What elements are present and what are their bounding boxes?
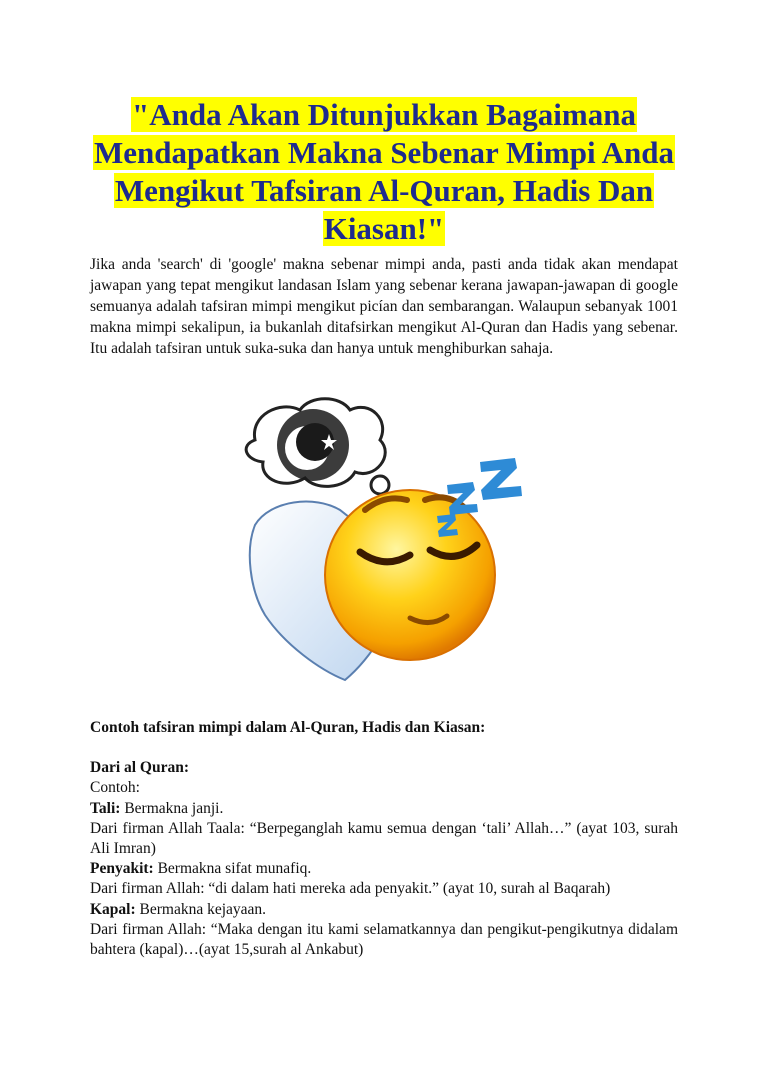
thought-cloud (246, 399, 389, 510)
entry-term-line (90, 900, 678, 920)
entry-term: Tali: (90, 799, 121, 817)
entry-meaning: Bermakna janji. (120, 799, 224, 817)
spacer (90, 738, 678, 758)
sleeping-emoji-illustration (225, 390, 535, 700)
examples-section (90, 718, 678, 960)
page-title (86, 96, 682, 248)
entry-term: Penyakit: (90, 860, 154, 878)
example-label: Contoh: (90, 779, 140, 797)
entry-source: Dari firman Allah Taala: “Berpeganglah kamu semua dengan ‘tali’ Allah…” (ayat 103, surah Ali Imran) (90, 819, 678, 858)
title-highlight: "Anda Akan Ditunjukkan Bagaimana Mendapatkan Makna Sebenar Mimpi Anda Mengikut Tafsiran Al-Quran, Hadis Dan Kiasan!" (94, 97, 674, 246)
examples-heading: Contoh tafsiran mimpi dalam Al-Quran, Hadis dan Kiasan: (90, 719, 486, 736)
intro-paragraph: Jika anda 'search' di 'google' makna sebenar mimpi anda, pasti anda tidak akan mendapat jawapan yang tepat mengikut landasan Islam yang sebenar kerana jawapan-jawapan di google semuanya adalah tafsiran mimpi mengikut picían dan sembarangan. Walaupun sebanyak 1001 makna mimpi sekalipun, ia bukanlah ditafsirkan mengikut Al-Quran dan Hadis yang sebenar. Itu adalah tafsiran untuk suka-suka dan hanya untuk menghiburkan sahaja. (90, 256, 678, 357)
entry-term-line (90, 859, 678, 879)
entry-source: Dari firman Allah: “Maka dengan itu kami selamatkannya dan pengikut-pengikutnya didalam bahtera (kapal)…(ayat 15,surah al Ankabut) (90, 920, 678, 959)
entry-meaning: Bermakna kejayaan. (135, 900, 267, 918)
sleeping-face (325, 490, 495, 660)
entry-source: Dari firman Allah: “di dalam hati mereka ada penyakit.” (ayat 10, surah al Baqarah) (90, 880, 611, 898)
crescent-star-icon (277, 409, 349, 481)
section-heading: Dari al Quran: (90, 759, 190, 777)
entry-term: Kapal: (90, 900, 136, 918)
entry-meaning: Bermakna sifat munafiq. (153, 860, 312, 878)
entry-term-line (90, 799, 678, 819)
